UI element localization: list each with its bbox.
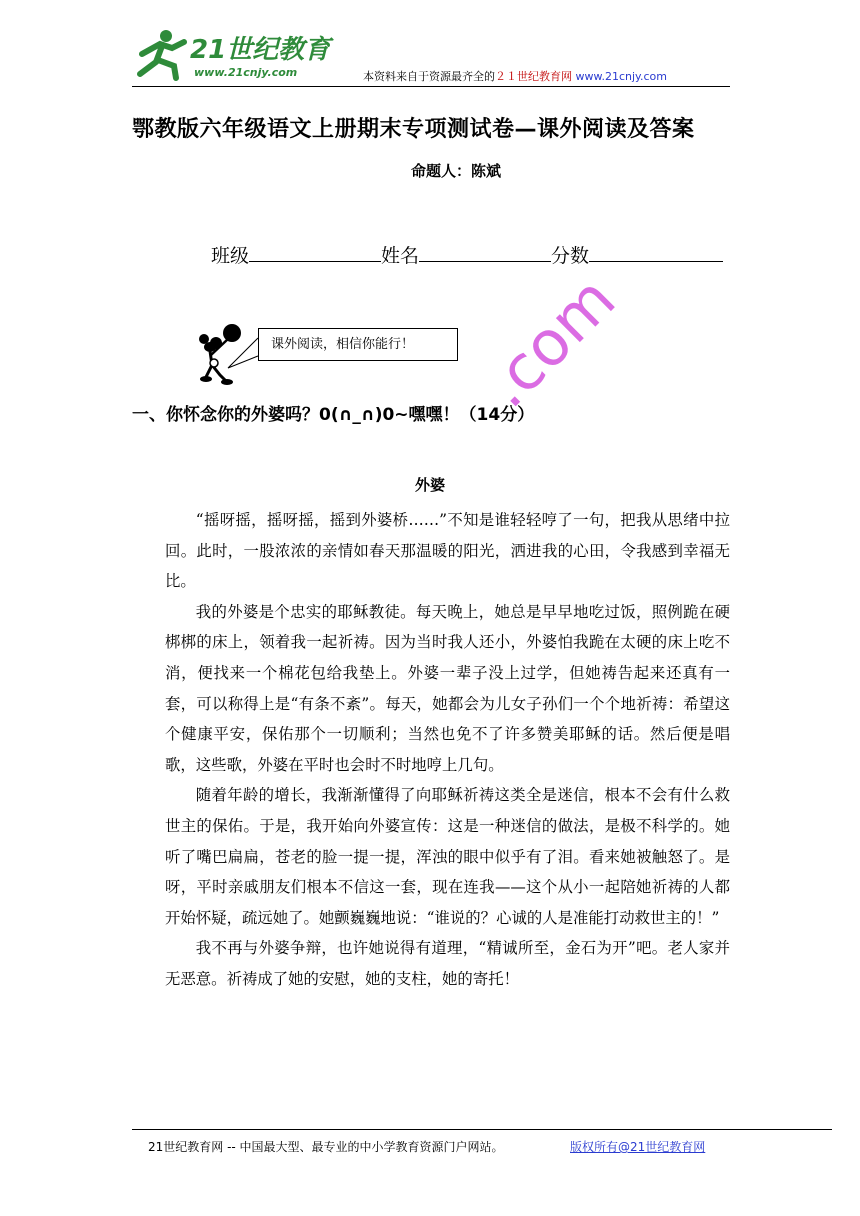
class-label: 班级 bbox=[211, 245, 250, 267]
score-blank[interactable] bbox=[589, 243, 723, 262]
document-title: 鄂教版六年级语文上册期末专项测试卷—课外阅读及答案 bbox=[132, 117, 695, 142]
speech-callout: 课外阅读，相信你能行！ bbox=[258, 328, 458, 361]
story-paragraph: 我不再与外婆争辩，也许她说得有道理，“精诚所至，金石为开”吧。老人家并无恶意。祈祷成了她的安慰，她的支柱，她的寄托！ bbox=[165, 939, 730, 988]
runner-icon bbox=[140, 30, 184, 78]
logo-title: 21世纪教育 bbox=[190, 35, 331, 65]
class-blank[interactable] bbox=[249, 243, 381, 262]
footer-copyright-link[interactable]: 版权所有@21世纪教育网 bbox=[570, 1140, 706, 1154]
page-header bbox=[132, 28, 732, 86]
footer-divider bbox=[132, 1129, 832, 1130]
document-author: 命题人：陈斌 bbox=[411, 162, 502, 180]
section-heading: 一、你怀念你的外婆吗？0(∩_∩)0~嘿嘿！（14分） bbox=[132, 405, 535, 425]
story-title: 外婆 bbox=[414, 476, 445, 494]
story-body bbox=[165, 505, 730, 995]
source-prefix: 本资料来自于资源最齐全的 bbox=[363, 70, 495, 83]
site-logo bbox=[132, 28, 337, 83]
header-source-note bbox=[363, 68, 667, 84]
story-paragraph: “摇呀摇，摇呀摇，摇到外婆桥……”不知是谁轻轻哼了一句，把我从思绪中拉回。此时，一股浓浓的亲情如春天那温暖的阳光，洒进我的心田，令我感到幸福无比。 bbox=[165, 511, 730, 591]
header-divider bbox=[132, 86, 730, 87]
source-site-link[interactable]: ２１世纪教育网 bbox=[495, 70, 572, 83]
story-paragraph: 随着年龄的增长，我渐渐懂得了向耶稣祈祷这类全是迷信，根本不会有什么救世主的保佑。于是，我开始向外婆宣传：这是一种迷信的做法，是极不科学的。她听了嘴巴扁扁，苍老的脸一提一提，浑浊的眼中似乎有了泪。看来她被触怒了。是呀，平时亲戚朋友们根本不信这一套，现在连我——这个从小一起陪她祈祷的人都开始怀疑，疏远她了。她颤巍巍地说：“谁说的？心诚的人是准能打动救世主的！” bbox=[165, 786, 730, 927]
logo-url: www.21cnjy.com bbox=[194, 66, 298, 79]
student-info-line bbox=[211, 241, 723, 268]
watermark-text: .com bbox=[470, 262, 630, 422]
source-url-link[interactable]: www.21cnjy.com bbox=[575, 70, 667, 83]
name-label: 姓名 bbox=[381, 245, 420, 267]
story-paragraph: 我的外婆是个忠实的耶稣教徒。每天晚上，她总是早早地吃过饭，照例跪在硬梆梆的床上，领着我一起祈祷。因为当时我人还小，外婆怕我跪在太硬的床上吃不消，便找来一个棉花包给我垫上。外婆一辈子没上过学，但她祷告起来还真有一套，可以称得上是“有条不紊”。每天，她都会为儿女子孙们一个个地祈祷：希望这个健康平安，保佑那个一切顺利；当然也免不了许多赞美耶稣的话。然后便是唱歌，这些歌，外婆在平时也会时不时地哼上几句。 bbox=[165, 602, 730, 774]
footer-site-description: 21世纪教育网 -- 中国最大型、最专业的中小学教育资源门户网站。 bbox=[148, 1140, 504, 1154]
score-label: 分数 bbox=[551, 245, 590, 267]
name-blank[interactable] bbox=[419, 243, 551, 262]
